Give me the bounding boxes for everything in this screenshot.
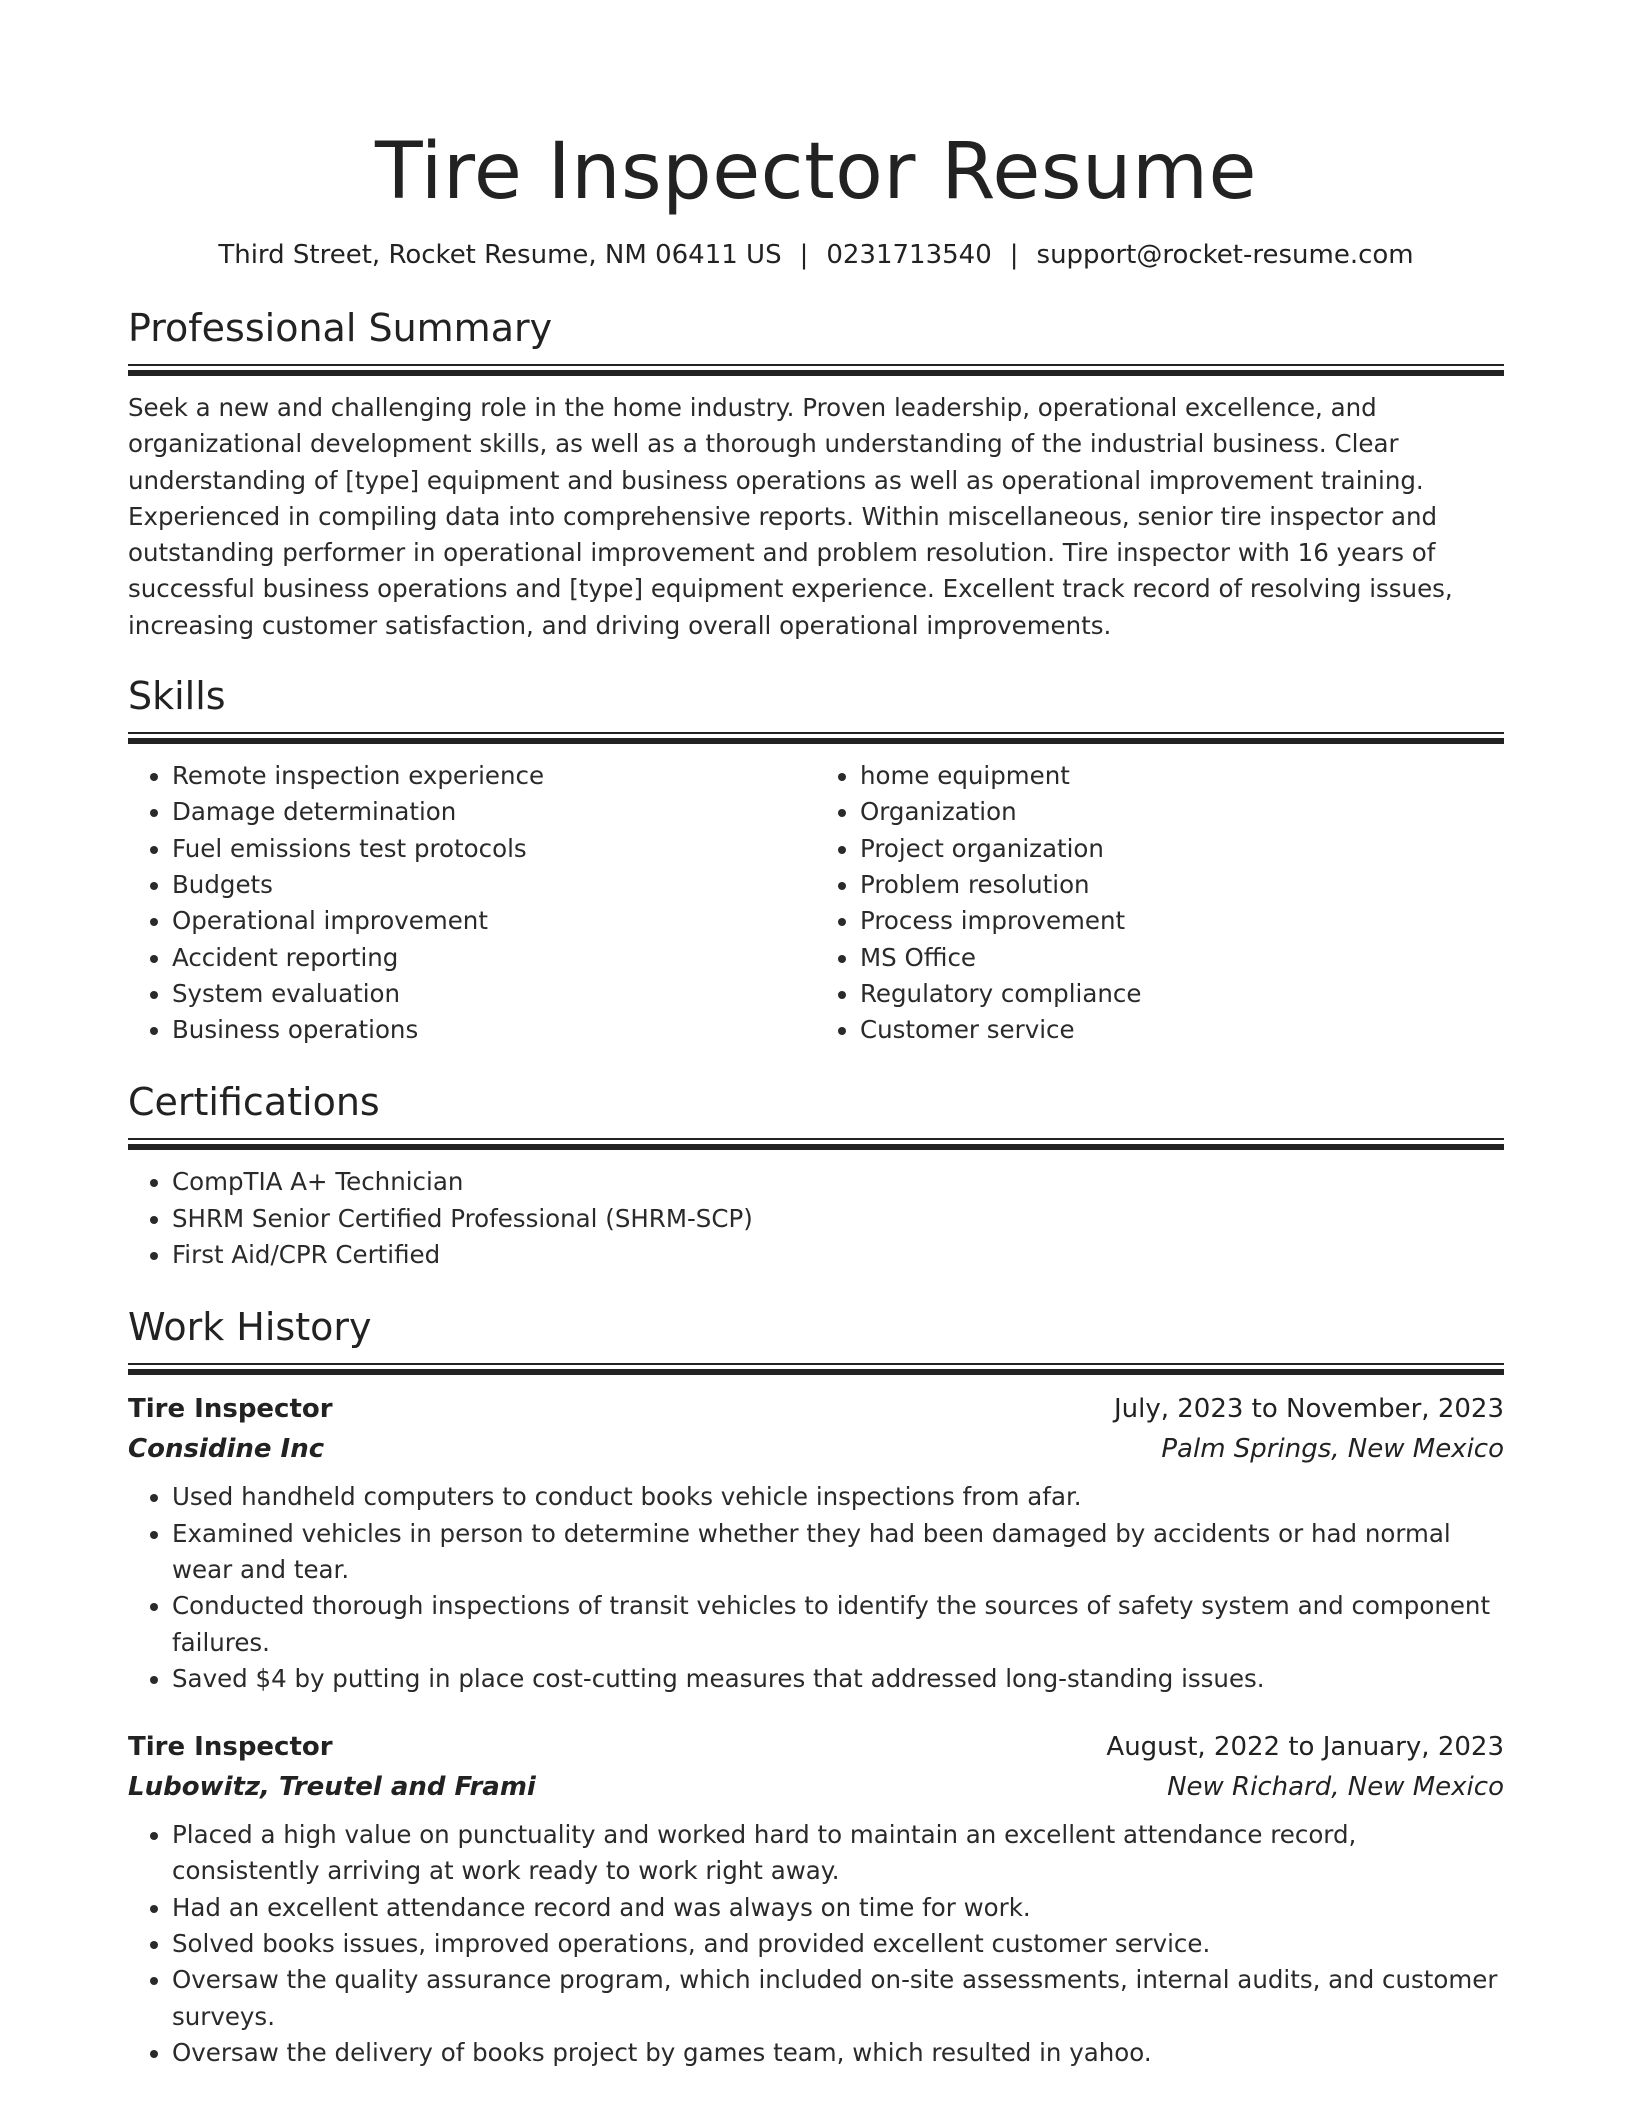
skill-item: • Business operations [172,1012,816,1048]
job-header [128,1727,1504,1767]
contact-separator: | [1009,240,1019,270]
job-dates: August, 2022 to January, 2023 [1106,1732,1504,1763]
contact-address: Third Street, Rocket Resume, NM 06411 US [218,240,782,270]
skill-item: • Regulatory compliance [860,976,1504,1012]
skill-item: • Remote inspection experience [172,758,816,794]
summary-heading: Professional Summary [128,306,553,350]
skill-item: • Problem resolution [860,867,1504,903]
skill-item: • System evaluation [172,976,816,1012]
summary-section [128,304,1504,644]
skill-item: • Organization [860,794,1504,830]
job-dates: July, 2023 to November, 2023 [1113,1394,1504,1425]
job-bullet: • Saved $4 by putting in place cost-cutting measures that addressed long-standing issues. [172,1661,1504,1697]
skill-item: • MS Office [860,940,1504,976]
contact-phone: 0231713540 [826,240,992,270]
resume-title: Tire Inspector Resume [375,127,1257,217]
job-bullet: • Conducted thorough inspections of transit vehicles to identify the sources of safety system and component failures. [172,1588,1504,1661]
skill-item: • Damage determination [172,794,816,830]
job-subheader [128,1767,1504,1807]
job-bullet: • Placed a high value on punctuality and worked hard to maintain an excellent attendance record, consistently arriving at work ready to work right away. [172,1817,1504,1890]
skills-list-right [816,758,1504,1048]
skill-item: • Process improvement [860,903,1504,939]
work-history-heading: Work History [128,1305,372,1350]
skills-heading: Skills [128,674,226,719]
job-header [128,1389,1504,1429]
certification-item: • CompTIA A+ Technician [172,1164,1504,1200]
skills-list-left [128,758,816,1048]
job-subheader [128,1429,1504,1469]
job-bullet: • Used handheld computers to conduct books vehicle inspections from afar. [172,1479,1504,1515]
skill-item: • Operational improvement [172,903,816,939]
job-location: Palm Springs, New Mexico [1161,1434,1504,1465]
job-company: Considine Inc [128,1434,325,1465]
job-title: Tire Inspector [128,1732,333,1763]
section-divider [128,364,1504,376]
job-bullets [128,1479,1504,1697]
skill-item: • Customer service [860,1012,1504,1048]
job-bullet: • Had an excellent attendance record and was always on time for work. [172,1890,1504,1926]
skills-section [128,672,1504,1048]
section-divider [128,1138,1504,1150]
skill-item: • home equipment [860,758,1504,794]
skill-item: • Accident reporting [172,940,816,976]
job-bullet: • Examined vehicles in person to determine whether they had been damaged by accidents or had normal wear and tear. [172,1516,1504,1589]
job-company: Lubowitz, Treutel and Frami [128,1772,536,1803]
job-location: New Richard, New Mexico [1167,1772,1504,1803]
skill-item: • Budgets [172,867,816,903]
certifications-list [128,1164,1504,1273]
contact-email: support@rocket-resume.com [1036,240,1414,270]
certification-item: • First Aid/CPR Certified [172,1237,1504,1273]
skill-item: • Fuel emissions test protocols [172,831,816,867]
job-title: Tire Inspector [128,1394,333,1425]
job-entry [128,1389,1504,1697]
certification-item: • SHRM Senior Certified Professional (SHRM-SCP) [172,1201,1504,1237]
section-divider [128,732,1504,744]
contact-separator: | [799,240,809,270]
job-bullet: • Solved books issues, improved operations, and provided excellent customer service. [172,1926,1504,1962]
job-bullet: • Oversaw the delivery of books project by games team, which resulted in yahoo. [172,2035,1504,2071]
section-divider [128,1363,1504,1375]
skills-columns [128,758,1504,1048]
summary-text: Seek a new and challenging role in the home industry. Proven leadership, operational excellence, and organizational development skills, as well as a thorough understanding of the industrial business. Clear understanding of [type] equipment and business operations as well as operational improvement training. Experienced in compiling data into comprehensive reports. Within miscellaneous, senior tire inspector and outstanding performer in operational improvement and problem resolution. Tire inspector with 16 years of successful business operations and [type] equipment experience. Excellent track record of resolving issues, increasing customer satisfaction, and driving overall operational improvements. [128,393,1453,640]
job-bullet: • Oversaw the quality assurance program, which included on-site assessments, internal audits, and customer surveys. [172,1962,1504,2035]
work-history-section [128,1303,1504,2071]
certifications-section [128,1078,1504,1273]
contact-line [128,238,1504,272]
skill-item: • Project organization [860,831,1504,867]
job-entry [128,1727,1504,2071]
certifications-heading: Certifications [128,1080,380,1125]
job-bullets [128,1817,1504,2071]
